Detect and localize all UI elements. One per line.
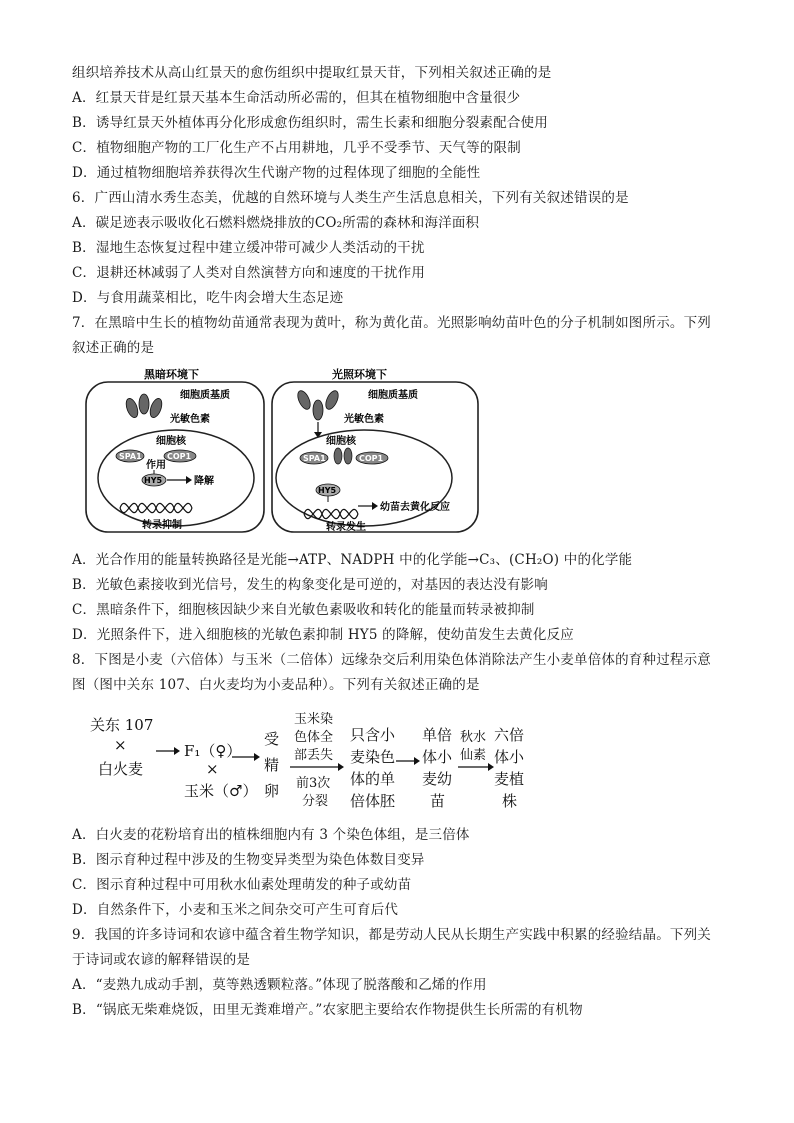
arrow-to-hexaploid xyxy=(458,762,494,772)
light-title: 光照环境下 xyxy=(332,368,387,381)
dark-cop1-label: COP1 xyxy=(167,452,192,461)
embryo-4: 倍体胚 xyxy=(350,792,396,810)
q6-stem: 6．广西山清水秀生态美，优越的自然环境与人类生产生活息息相关，下列有关叙述错误的是 xyxy=(72,190,629,206)
q8-option-d: D．自然条件下，小麦和玉米之间杂交可产生可育后代 xyxy=(72,902,399,918)
dark-hy5-label: HY5 xyxy=(144,476,163,485)
parent-baihuomai: 白火麦 xyxy=(98,760,144,778)
q5-option-c: C．植物细胞产物的工厂化生产不占用耕地，几乎不受季节、天气等的限制 xyxy=(72,140,521,156)
parent-guandong107: 关东 107 xyxy=(90,716,154,734)
light-phytochrome-label: 光敏色素 xyxy=(344,414,384,425)
q7-stem-line2: 叙述正确的是 xyxy=(72,340,155,356)
light-transcribe-label: 转录发生 xyxy=(326,522,366,533)
q7-option-c: C．黑暗条件下，细胞核因缺少来自光敏色素吸收和转化的能量而转录被抑制 xyxy=(72,602,535,618)
q6-option-d: D．与食用蔬菜相比，吃牛肉会增大生态足迹 xyxy=(72,290,344,306)
haploid-seedling-4: 苗 xyxy=(430,792,446,810)
q6-option-c: C．退耕还林减弱了人类对自然演替方向和速度的干扰作用 xyxy=(72,265,426,281)
haploid-seedling-2: 体小 xyxy=(422,748,453,766)
phytochrome-mechanism-figure xyxy=(82,364,482,534)
colchicine-2: 仙素 xyxy=(460,748,487,763)
cross-symbol-1: × xyxy=(114,736,127,754)
q8-option-b: B．图示育种过程中涉及的生物变异类型为染色体数目变异 xyxy=(72,852,425,868)
q5-stem: 组织培养技术从高山红景天的愈伤组织中提取红景天苷，下列相关叙述正确的是 xyxy=(72,65,552,81)
embryo-2: 麦染色 xyxy=(350,748,396,766)
haploid-seedling-3: 麦幼 xyxy=(422,770,453,788)
arrow-to-haploid xyxy=(396,756,420,766)
q5-option-a: A．红景天苷是红景天基本生命活动所必需的，但其在植物细胞中含量很少 xyxy=(72,90,521,106)
dark-phytochrome-label: 光敏色素 xyxy=(170,414,210,425)
hexaploid-plant-3: 麦植 xyxy=(494,770,525,788)
f1-female: F₁（♀） xyxy=(184,742,242,760)
q7-option-d: D．光照条件下，进入细胞核的光敏色素抑制 HY5 的降解，使幼苗发生去黄化反应 xyxy=(72,627,574,643)
light-cop1-label: COP1 xyxy=(359,454,384,463)
light-nucleus-label: 细胞核 xyxy=(326,436,356,447)
light-deetiolation-label: 幼苗去黄化反应 xyxy=(380,502,450,513)
fertilized-egg-2: 精 xyxy=(264,756,280,774)
fertilized-egg-1: 受 xyxy=(264,730,280,748)
q9-option-b: B．“锅底无柴难烧饭，田里无粪难增产。”农家肥主要给农作物提供生长所需的有机物 xyxy=(72,1002,583,1018)
q9-stem-line2: 于诗词或农谚的解释错误的是 xyxy=(72,952,251,968)
light-spa1-label: SPA1 xyxy=(303,454,326,463)
fertilized-egg-3: 卵 xyxy=(264,782,280,800)
q8-stem-line2: 图（图中关东 107、白火麦均为小麦品种）。下列有关叙述正确的是 xyxy=(72,677,480,693)
q7-option-b: B．光敏色素接收到光信号，发生的构象变化是可逆的，对基因的表达没有影响 xyxy=(72,577,548,593)
dark-title: 黑暗环境下 xyxy=(144,368,199,381)
q8-stem-line1: 8．下图是小麦（六倍体）与玉米（二倍体）远缘杂交后利用染色体消除法产生小麦单倍体的育种过程示意 xyxy=(72,652,711,668)
dark-repress-label: 转录抑制 xyxy=(142,520,182,531)
chrom-loss-3: 部丢失 xyxy=(294,748,334,763)
dark-spa1-label: SPA1 xyxy=(119,452,142,461)
colchicine-1: 秋水 xyxy=(460,730,487,745)
haploid-breeding-diagram xyxy=(80,706,540,818)
embryo-3: 体的单 xyxy=(350,770,396,788)
arrow-to-egg xyxy=(232,752,260,762)
corn-male: 玉米（♂） xyxy=(184,782,258,800)
q7-stem-line1: 7．在黑暗中生长的植物幼苗通常表现为黄叶，称为黄化苗。光照影响幼苗叶色的分子机制如图所示。下列 xyxy=(72,315,711,331)
dark-nucleus-label: 细胞核 xyxy=(156,436,186,447)
q8-option-a: A．白火麦的花粉培育出的植株细胞内有 3 个染色体组，是三倍体 xyxy=(72,827,470,843)
embryo-1: 只含小 xyxy=(350,726,396,744)
dark-cytoplasm-label: 细胞质基质 xyxy=(180,390,230,401)
q6-option-b: B．湿地生态恢复过程中建立缓冲带可减少人类活动的干扰 xyxy=(72,240,425,256)
dark-degrade-label: 降解 xyxy=(194,476,214,487)
q5-option-d: D．通过植物细胞培养获得次生代谢产物的过程体现了细胞的全能性 xyxy=(72,165,481,181)
hexaploid-plant-1: 六倍 xyxy=(494,726,525,744)
arrow-to-embryo xyxy=(290,762,344,772)
chrom-loss-4: 前3次 xyxy=(296,776,331,791)
haploid-seedling-1: 单倍 xyxy=(422,726,453,744)
q6-option-a: A．碳足迹表示吸收化石燃料燃烧排放的CO₂所需的森林和海洋面积 xyxy=(72,215,480,231)
chrom-loss-5: 分裂 xyxy=(302,794,329,809)
q9-stem-line1: 9．我国的许多诗词和农谚中蕴含着生物学知识，都是劳动人民从长期生产实践中积累的经验结晶。下列关 xyxy=(72,927,711,943)
q8-option-c: C．图示育种过程中可用秋水仙素处理萌发的种子或幼苗 xyxy=(72,877,412,893)
q9-option-a: A．“麦熟九成动手割，莫等熟透颗粒落。”体现了脱落酸和乙烯的作用 xyxy=(72,977,487,993)
q5-option-b: B．诱导红景天外植体再分化形成愈伤组织时，需生长素和细胞分裂素配合使用 xyxy=(72,115,548,131)
dark-act-label: 作用 xyxy=(146,460,166,471)
hexaploid-plant-2: 体小 xyxy=(494,748,525,766)
chrom-loss-2: 色体全 xyxy=(294,730,334,745)
cross-symbol-2: × xyxy=(206,760,219,778)
light-hy5-label: HY5 xyxy=(318,486,337,495)
arrow-to-f1 xyxy=(156,746,180,756)
hexaploid-plant-4: 株 xyxy=(502,792,518,810)
light-cytoplasm-label: 细胞质基质 xyxy=(368,390,418,401)
chrom-loss-1: 玉米染 xyxy=(294,712,334,727)
q7-option-a: A．光合作用的能量转换路径是光能→ATP、NADPH 中的化学能→C₃、(CH₂O) 中的化学能 xyxy=(72,552,633,568)
